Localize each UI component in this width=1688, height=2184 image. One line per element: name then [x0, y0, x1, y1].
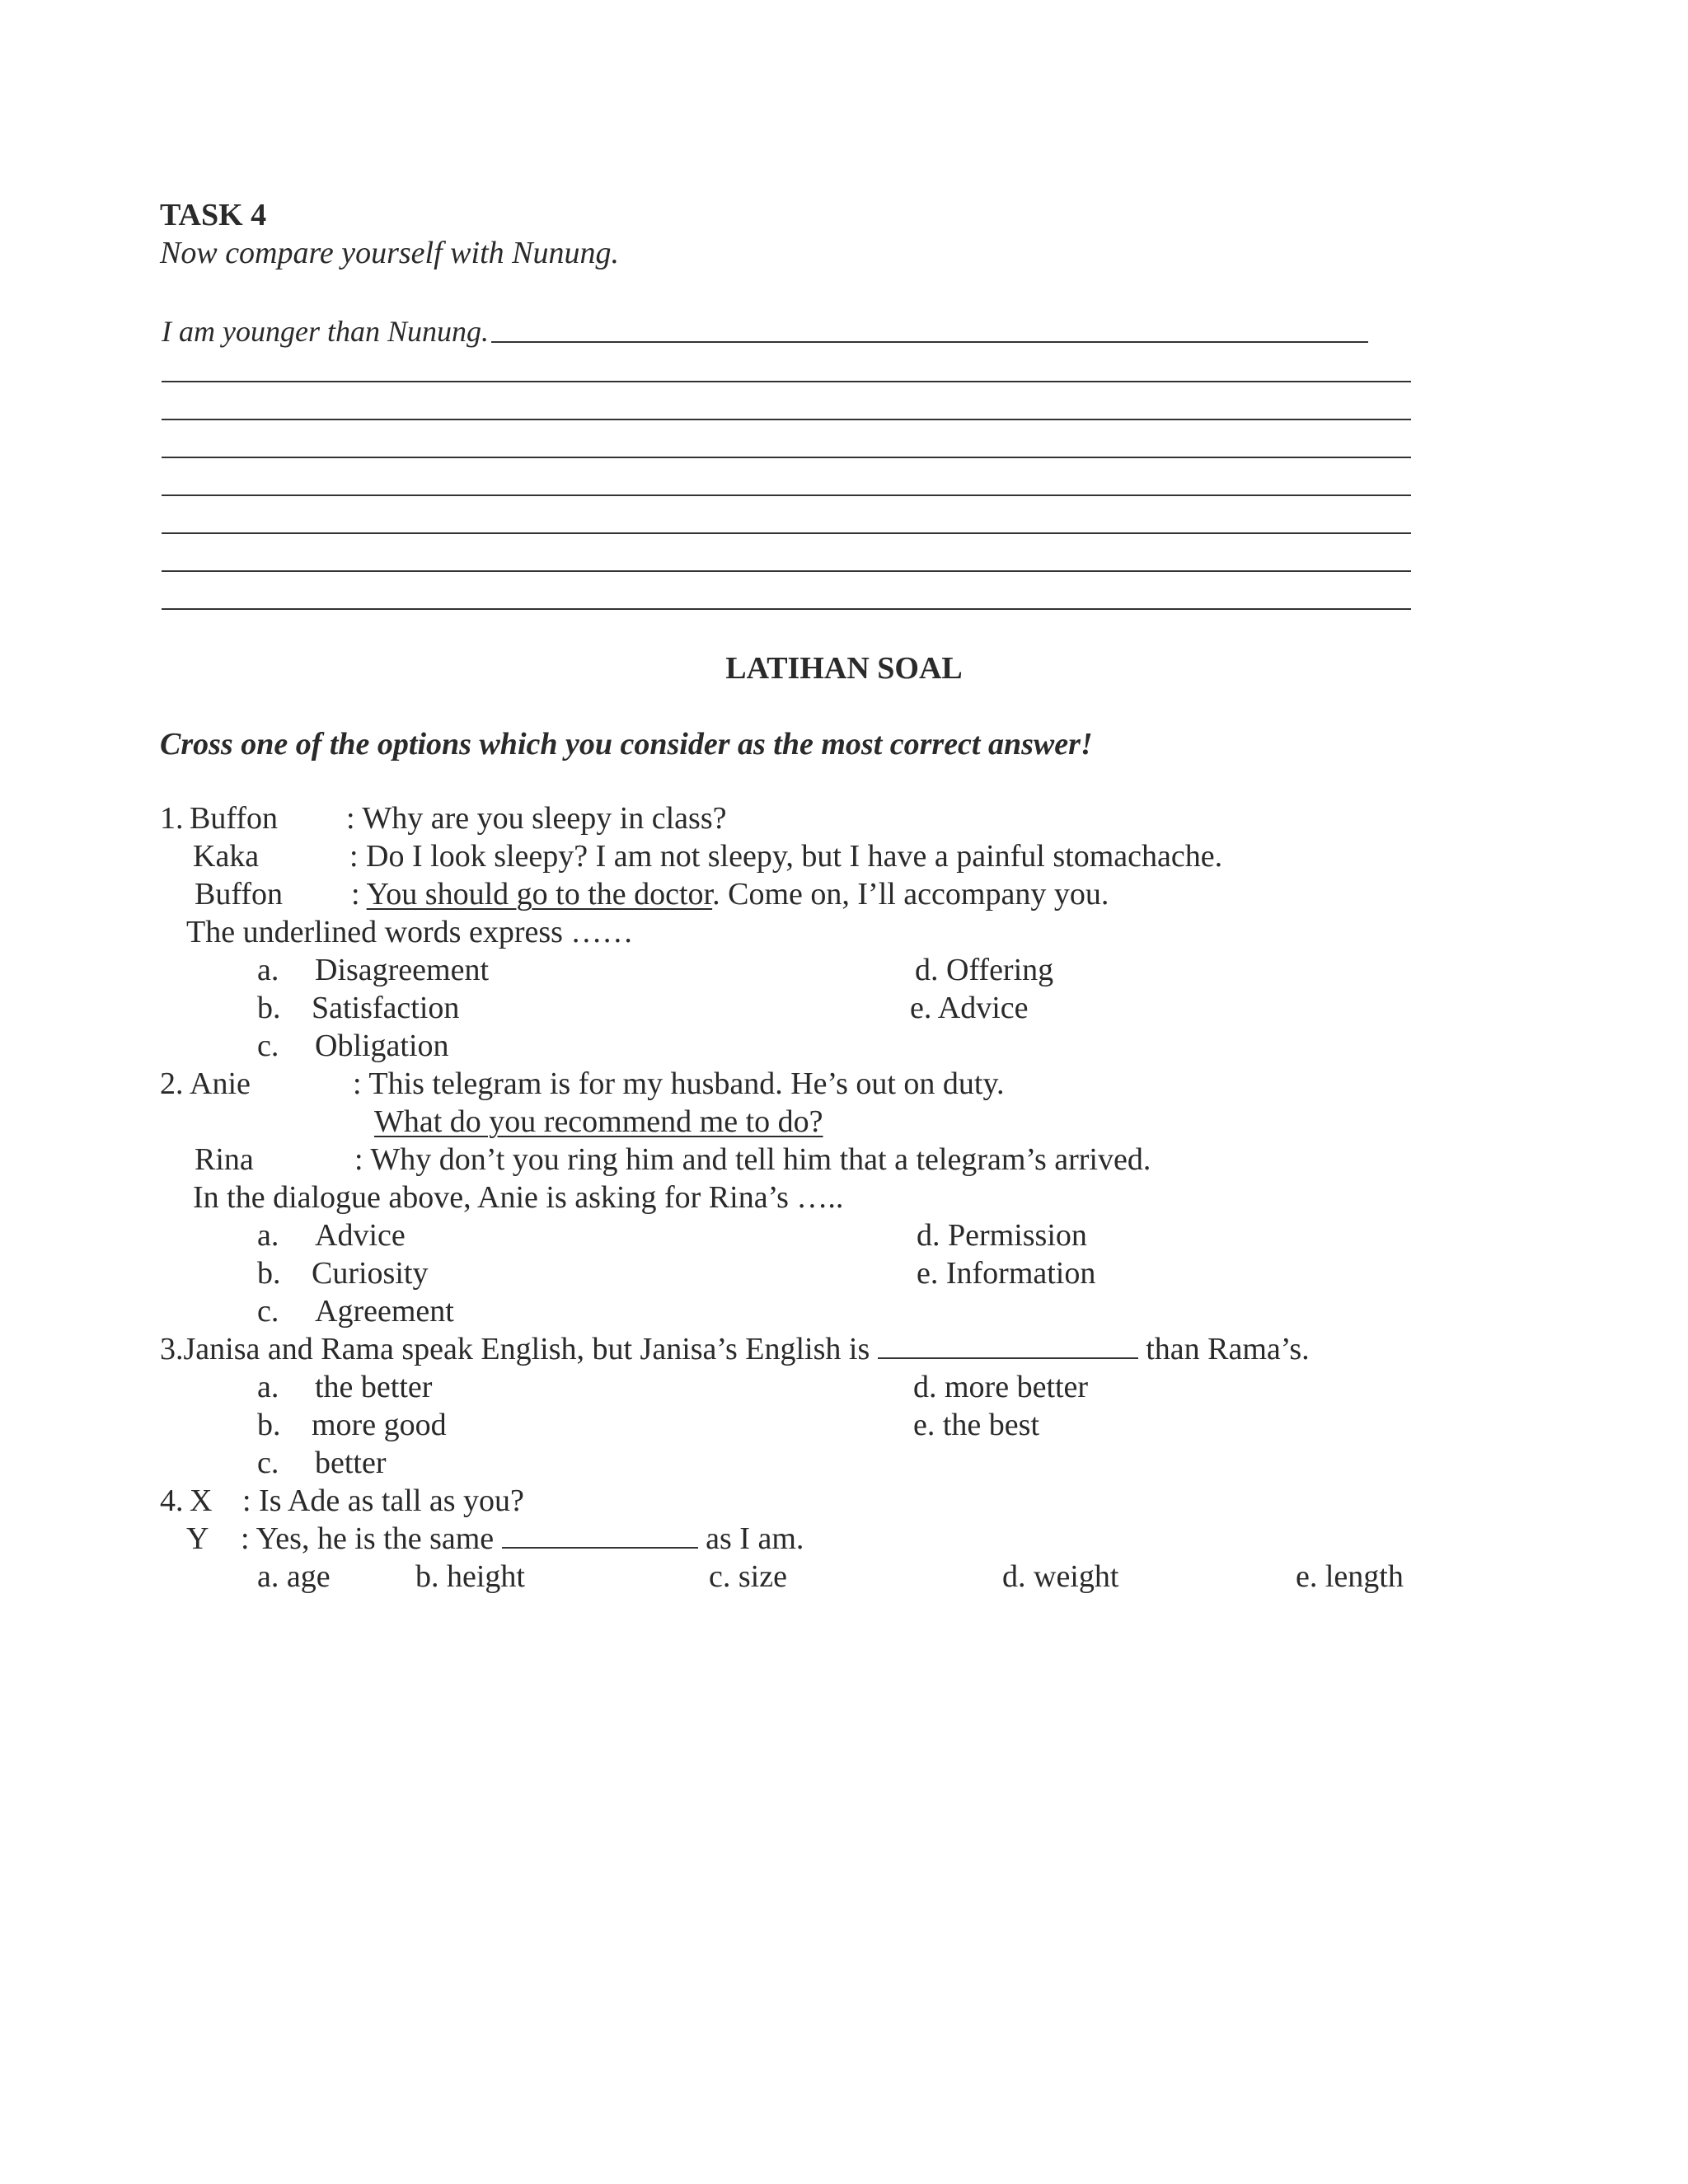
- q2-question: In the dialogue above, Anie is asking for Rina’s …..: [193, 1180, 844, 1215]
- q2-line-2: : Why don’t you ring him and tell him that a telegram’s arrived.: [354, 1142, 1151, 1177]
- q4-line-2: : Yes, he is the same as I am.: [241, 1521, 804, 1556]
- q1-speaker-2: Kaka: [193, 839, 260, 874]
- q3-option-a[interactable]: the better: [315, 1370, 433, 1404]
- q1-question: The underlined words express ……: [186, 915, 634, 949]
- q4-option-b[interactable]: b. height: [415, 1559, 525, 1594]
- q2-speaker-2: Rina: [195, 1142, 254, 1177]
- q2-option-a[interactable]: Advice: [315, 1218, 406, 1253]
- q3-stem: 3.Janisa and Rama speak English, but Janisa’s English is than Rama’s.: [160, 1332, 1310, 1366]
- q2-option-b-letter: b.: [257, 1256, 281, 1291]
- directions: Cross one of the options which you consider as the most correct answer!: [160, 727, 1093, 762]
- answer-line-6[interactable]: [162, 532, 1411, 534]
- q1-number: 1.: [160, 801, 184, 836]
- q1-line-2: : Do I look sleepy? I am not sleepy, but I have a painful stomachache.: [349, 839, 1223, 874]
- answer-line-1[interactable]: [491, 341, 1368, 343]
- q1-option-b[interactable]: Satisfaction: [312, 991, 460, 1025]
- task-example: I am younger than Nunung.: [162, 315, 489, 348]
- q3-blank[interactable]: [878, 1333, 1138, 1359]
- q2-option-d[interactable]: d. Permission: [917, 1218, 1087, 1253]
- q3-option-c-letter: c.: [257, 1446, 279, 1480]
- q2-speaker-1: Anie: [190, 1066, 251, 1101]
- q1-option-a-letter: a.: [257, 953, 279, 987]
- answer-line-7[interactable]: [162, 570, 1411, 572]
- q3-option-b-letter: b.: [257, 1408, 281, 1442]
- q2-option-a-letter: a.: [257, 1218, 279, 1253]
- answer-line-2[interactable]: [162, 381, 1411, 382]
- q1-line-1: : Why are you sleepy in class?: [346, 801, 727, 836]
- section-title: LATIHAN SOAL: [725, 651, 963, 686]
- q2-option-e[interactable]: e. Information: [917, 1256, 1096, 1291]
- q2-option-c[interactable]: Agreement: [315, 1294, 454, 1329]
- answer-line-3[interactable]: [162, 419, 1411, 420]
- q2-option-c-letter: c.: [257, 1294, 279, 1329]
- q4-number: 4.: [160, 1483, 184, 1518]
- q4-blank[interactable]: [502, 1522, 698, 1549]
- q3-option-b[interactable]: more good: [312, 1408, 447, 1442]
- q3-option-a-letter: a.: [257, 1370, 279, 1404]
- q3-option-c[interactable]: better: [315, 1446, 387, 1480]
- q1-speaker-3: Buffon: [195, 877, 283, 912]
- task-title: TASK 4: [160, 198, 267, 232]
- q4-speaker-2: Y: [186, 1521, 209, 1556]
- q4-option-d[interactable]: d. weight: [1002, 1559, 1119, 1594]
- q4-line-1: : Is Ade as tall as you?: [242, 1483, 524, 1518]
- q1-option-e[interactable]: e. Advice: [910, 991, 1029, 1025]
- task-instruction: Now compare yourself with Nunung.: [160, 236, 619, 270]
- answer-line-5[interactable]: [162, 494, 1411, 496]
- q1-speaker-1: Buffon: [190, 801, 278, 836]
- q2-underlined-phrase: What do you recommend me to do?: [374, 1104, 823, 1139]
- q4-option-e[interactable]: e. length: [1296, 1559, 1404, 1594]
- q1-option-d[interactable]: d. Offering: [915, 953, 1054, 987]
- q4-option-a[interactable]: a. age: [257, 1559, 331, 1594]
- q1-option-a[interactable]: Disagreement: [315, 953, 490, 987]
- q1-option-c[interactable]: Obligation: [315, 1029, 449, 1063]
- q2-line-1: : This telegram is for my husband. He’s out on duty.: [353, 1066, 1005, 1101]
- answer-line-4[interactable]: [162, 457, 1411, 458]
- answer-line-8[interactable]: [162, 608, 1411, 610]
- q1-line-3: : You should go to the doctor. Come on, I’ll accompany you.: [351, 877, 1109, 912]
- q2-option-b[interactable]: Curiosity: [312, 1256, 429, 1291]
- q4-option-c[interactable]: c. size: [709, 1559, 787, 1594]
- q2-number: 2.: [160, 1066, 184, 1101]
- q3-option-d[interactable]: d. more better: [913, 1370, 1089, 1404]
- q1-underlined-phrase: You should go to the doctor: [366, 877, 713, 912]
- q1-option-c-letter: c.: [257, 1029, 279, 1063]
- q3-option-e[interactable]: e. the best: [913, 1408, 1040, 1442]
- q1-option-b-letter: b.: [257, 991, 281, 1025]
- q4-speaker-1: X: [190, 1483, 213, 1518]
